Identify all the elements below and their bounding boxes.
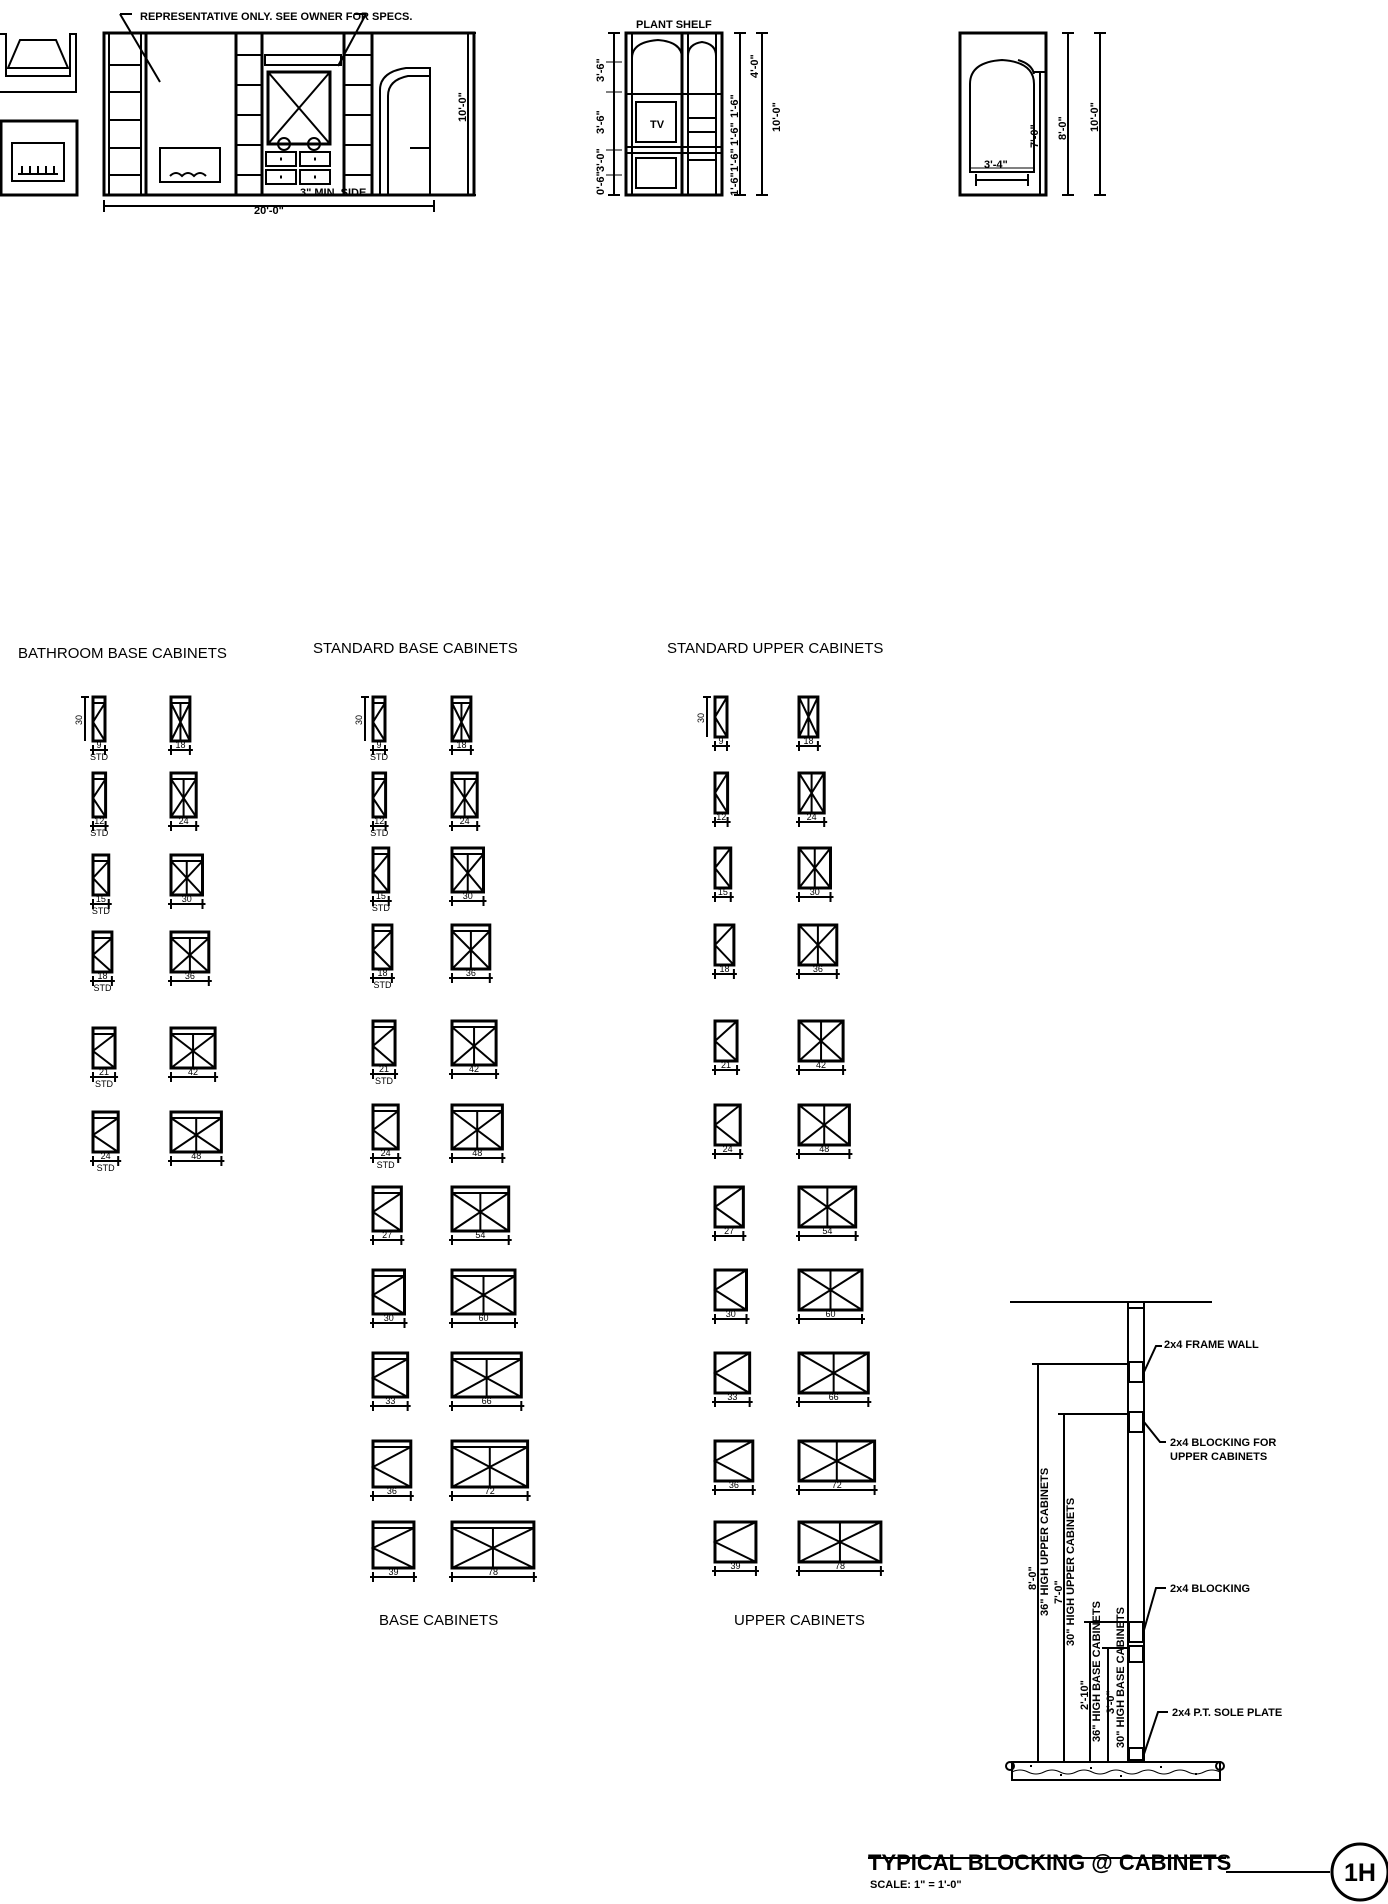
fireplace-width: 20'-0" — [254, 205, 284, 217]
cabinet-width-label: 12 — [716, 812, 727, 822]
dim-8ft: 8'-0" — [1027, 1566, 1039, 1590]
bathroom-double-cabinet — [168, 855, 206, 909]
std-label: STD — [93, 983, 112, 993]
upper-double-cabinet — [796, 1353, 871, 1407]
cabinet-width-label: 48 — [472, 1148, 483, 1158]
standard-base-title: STANDARD BASE CABINETS — [313, 640, 518, 657]
cabinet-width-label: 27 — [724, 1226, 735, 1236]
bathroom-single-cabinet — [74, 697, 109, 762]
base-single-cabinet — [370, 1522, 417, 1582]
cabinet-width-label: 33 — [727, 1392, 738, 1402]
base-double-cabinet — [449, 925, 493, 983]
base-single-cabinet — [370, 1021, 398, 1086]
upper-single-cabinet — [712, 1441, 756, 1495]
detail-scale: SCALE: 1" = 1'-0" — [870, 1879, 962, 1891]
label-frame-wall: 2x4 FRAME WALL — [1164, 1339, 1259, 1351]
cabinet-width-label: 27 — [382, 1230, 393, 1240]
base-single-cabinet — [370, 848, 392, 913]
base-double-cabinet — [449, 1353, 524, 1411]
niche-dim-2: 8'-0" — [1057, 116, 1069, 140]
upper-double-cabinet — [796, 1522, 884, 1576]
fireplace-height: 10'-0" — [457, 92, 469, 122]
unit-dim-4: 0'-6" — [595, 171, 607, 195]
cabinet-width-label: 24 — [806, 812, 817, 822]
label-sole-plate: 2x4 P.T. SOLE PLATE — [1172, 1707, 1283, 1719]
bathroom-double-cabinet — [168, 697, 193, 755]
blocking-upper-top — [1129, 1362, 1143, 1382]
cabinet-width-label: 48 — [819, 1144, 830, 1154]
cabinet-width-label: 36 — [465, 968, 476, 978]
dim-2ft10: 2'-10" — [1079, 1680, 1091, 1710]
base-single-cabinet — [354, 697, 389, 762]
cabinet-width-label: 18 — [97, 971, 108, 981]
cabinet-width-label: 48 — [191, 1151, 202, 1161]
cabinet-width-label: 39 — [388, 1567, 399, 1577]
std-label: STD — [375, 1076, 394, 1086]
unit-dim-1: 3'-6" — [595, 58, 607, 82]
base-single-cabinet — [370, 1187, 404, 1245]
cabinet-width-label: 18 — [456, 740, 467, 750]
cabinet-width-label: 54 — [822, 1226, 833, 1236]
cabinet-width-label: 18 — [377, 968, 388, 978]
base-double-cabinet — [449, 848, 487, 906]
blocking-base-top — [1129, 1622, 1143, 1642]
std-label: STD — [91, 906, 110, 916]
cabinet-width-label: 66 — [828, 1392, 839, 1402]
bathroom-single-cabinet — [90, 932, 115, 993]
std-label: STD — [96, 1163, 115, 1173]
bathroom-double-cabinet — [168, 1028, 218, 1082]
cabinet-width-label: 30 — [725, 1309, 736, 1319]
dim-note-2: 30" HIGH UPPER CABINETS — [1065, 1497, 1077, 1646]
unit-dim-r5: 1'-6" — [729, 172, 741, 196]
upper-single-cabinet — [712, 1353, 753, 1407]
upper-double-cabinet — [796, 697, 821, 751]
cabinet-library — [74, 697, 884, 1582]
label-blocking: 2x4 BLOCKING — [1170, 1583, 1251, 1595]
fireplace-hood-detail — [0, 34, 76, 92]
fireplace-elevation — [0, 14, 476, 212]
cabinet-width-label: 66 — [481, 1396, 492, 1406]
cabinet-height-label: 30 — [74, 714, 84, 725]
cabinet-width-label: 36 — [812, 964, 823, 974]
upper-single-cabinet — [712, 1021, 740, 1075]
base-double-cabinet — [449, 773, 480, 831]
niche-elevation — [960, 33, 1106, 195]
niche-dim-1: 7'-0" — [1029, 124, 1041, 148]
niche-dim-3: 10'-0" — [1089, 102, 1101, 132]
bathroom-single-cabinet — [90, 1028, 118, 1089]
firebox-detail — [1, 121, 77, 195]
base-double-cabinet — [449, 697, 474, 755]
base-single-cabinet — [370, 1441, 414, 1501]
base-double-cabinet — [449, 1187, 512, 1245]
unit-dim-r3: 1'-6" — [729, 122, 741, 146]
desk-label: 3" MIN. SIDE — [300, 187, 367, 199]
tv-label: TV — [650, 119, 665, 131]
std-label: STD — [370, 828, 389, 838]
upper-double-cabinet — [796, 1187, 859, 1241]
cabinet-width-label: 15 — [95, 894, 106, 904]
bathroom-double-cabinet — [168, 773, 199, 831]
upper-single-cabinet — [712, 848, 734, 902]
bathroom-double-cabinet — [168, 1112, 224, 1166]
base-single-cabinet — [370, 925, 395, 990]
upper-single-cabinet — [712, 1522, 759, 1576]
base-double-cabinet — [449, 1021, 499, 1079]
cabinet-width-label: 33 — [385, 1396, 396, 1406]
dim-7ft: 7'-0" — [1053, 1580, 1065, 1604]
bathroom-double-cabinet — [168, 932, 212, 986]
blocking-upper-low — [1129, 1412, 1143, 1432]
upper-single-cabinet — [696, 697, 730, 751]
cabinet-width-label: 30 — [462, 891, 473, 901]
cabinet-width-label: 36 — [386, 1486, 397, 1496]
cabinet-width-label: 18 — [719, 964, 730, 974]
base-double-cabinet — [449, 1270, 518, 1328]
frame-wall — [1128, 1302, 1144, 1760]
fireplace-note: REPRESENTATIVE ONLY. SEE OWNER FOR SPECS. — [140, 11, 413, 23]
base-single-cabinet — [370, 1105, 401, 1170]
cabinet-width-label: 9 — [96, 740, 102, 750]
sole-plate — [1129, 1748, 1143, 1760]
cabinet-width-label: 15 — [375, 891, 386, 901]
upper-double-cabinet — [796, 848, 834, 902]
base-caption: BASE CABINETS — [379, 1612, 499, 1629]
std-label: STD — [371, 903, 390, 913]
upper-single-cabinet — [712, 1187, 746, 1241]
upper-double-cabinet — [796, 1270, 865, 1324]
cabinet-width-label: 36 — [728, 1480, 739, 1490]
dim-note-4: 30" HIGH BASE CABINETS — [1115, 1607, 1127, 1748]
cabinet-width-label: 42 — [469, 1064, 480, 1074]
blocking-base-low — [1129, 1646, 1143, 1662]
std-label: STD — [90, 752, 108, 762]
upper-single-cabinet — [712, 925, 737, 979]
upper-single-cabinet — [712, 773, 731, 827]
base-single-cabinet — [370, 1270, 408, 1328]
std-label: STD — [376, 1160, 395, 1170]
cabinet-width-label: 72 — [831, 1480, 842, 1490]
cabinet-width-label: 18 — [803, 736, 814, 746]
cabinet-width-label: 78 — [487, 1567, 498, 1577]
cabinet-width-label: 24 — [459, 816, 470, 826]
cabinet-width-label: 60 — [825, 1309, 836, 1319]
sheet-number: 1H — [1344, 1859, 1376, 1887]
cabinet-width-label: 24 — [380, 1148, 391, 1158]
cabinet-width-label: 60 — [478, 1313, 489, 1323]
cabinet-width-label: 36 — [184, 971, 195, 981]
cabinet-width-label: 42 — [816, 1060, 827, 1070]
cabinet-width-label: 12 — [94, 816, 105, 826]
upper-double-cabinet — [796, 1105, 852, 1159]
cabinet-width-label: 21 — [379, 1064, 390, 1074]
cabinet-width-label: 15 — [717, 887, 728, 897]
niche-width: 3'-4" — [984, 159, 1008, 171]
std-label: STD — [373, 980, 392, 990]
base-single-cabinet — [370, 773, 389, 838]
upper-caption: UPPER CABINETS — [734, 1612, 865, 1629]
std-label: STD — [95, 1079, 114, 1089]
detail-title: TYPICAL BLOCKING @ CABINETS — [868, 1850, 1232, 1875]
cabinet-width-label: 30 — [181, 894, 192, 904]
slab — [1012, 1762, 1220, 1780]
bathroom-single-cabinet — [90, 773, 109, 838]
unit-dim-r2: 1'-6" — [729, 94, 741, 118]
cabinet-width-label: 9 — [718, 736, 724, 746]
cabinet-width-label: 72 — [484, 1486, 495, 1496]
upper-double-cabinet — [796, 1441, 878, 1495]
cabinet-width-label: 21 — [99, 1067, 110, 1077]
unit-dim-2: 3'-6" — [595, 110, 607, 134]
cabinet-width-label: 30 — [809, 887, 820, 897]
bathroom-title: BATHROOM BASE CABINETS — [18, 645, 227, 662]
cabinet-width-label: 42 — [188, 1067, 199, 1077]
cabinet-width-label: 39 — [730, 1561, 741, 1571]
bathroom-single-cabinet — [90, 855, 112, 916]
dim-3ft: 3'-0" — [1105, 1690, 1117, 1714]
unit-dim-3: 3'-0" — [595, 148, 607, 172]
unit-dim-r1: 4'-0" — [749, 54, 761, 78]
std-label: STD — [370, 752, 388, 762]
cabinet-height-label: 30 — [354, 714, 364, 725]
upper-single-cabinet — [712, 1105, 743, 1159]
upper-double-cabinet — [796, 1021, 846, 1075]
cabinet-width-label: 24 — [178, 816, 189, 826]
base-double-cabinet — [449, 1441, 531, 1501]
cabinet-width-label: 12 — [374, 816, 385, 826]
standard-upper-title: STANDARD UPPER CABINETS — [667, 640, 884, 657]
upper-double-cabinet — [796, 773, 827, 827]
tv-unit-elevation — [606, 33, 768, 195]
dim-note-1: 36" HIGH UPPER CABINETS — [1039, 1467, 1051, 1616]
base-single-cabinet — [370, 1353, 411, 1411]
cabinet-width-label: 24 — [722, 1144, 733, 1154]
label-blocking-upper-1: 2x4 BLOCKING FOR — [1170, 1437, 1277, 1449]
upper-double-cabinet — [796, 925, 840, 979]
unit-dim-r4: 1'-6" — [729, 148, 741, 172]
base-double-cabinet — [449, 1105, 505, 1163]
cabinet-width-label: 18 — [175, 740, 186, 750]
std-label: STD — [90, 828, 109, 838]
base-double-cabinet — [449, 1522, 537, 1582]
cabinet-width-label: 24 — [100, 1151, 111, 1161]
upper-single-cabinet — [712, 1270, 750, 1324]
cabinet-width-label: 54 — [475, 1230, 486, 1240]
cabinet-width-label: 30 — [383, 1313, 394, 1323]
label-blocking-upper-2: UPPER CABINETS — [1170, 1451, 1268, 1463]
plant-shelf-label: PLANT SHELF — [636, 19, 712, 31]
cabinet-width-label: 78 — [834, 1561, 845, 1571]
dim-note-3: 36" HIGH BASE CABINETS — [1091, 1601, 1103, 1742]
cabinet-height-label: 30 — [696, 712, 706, 723]
unit-height: 10'-0" — [771, 102, 783, 132]
cabinet-width-label: 21 — [721, 1060, 732, 1070]
cabinet-width-label: 9 — [376, 740, 382, 750]
bathroom-single-cabinet — [90, 1112, 121, 1173]
